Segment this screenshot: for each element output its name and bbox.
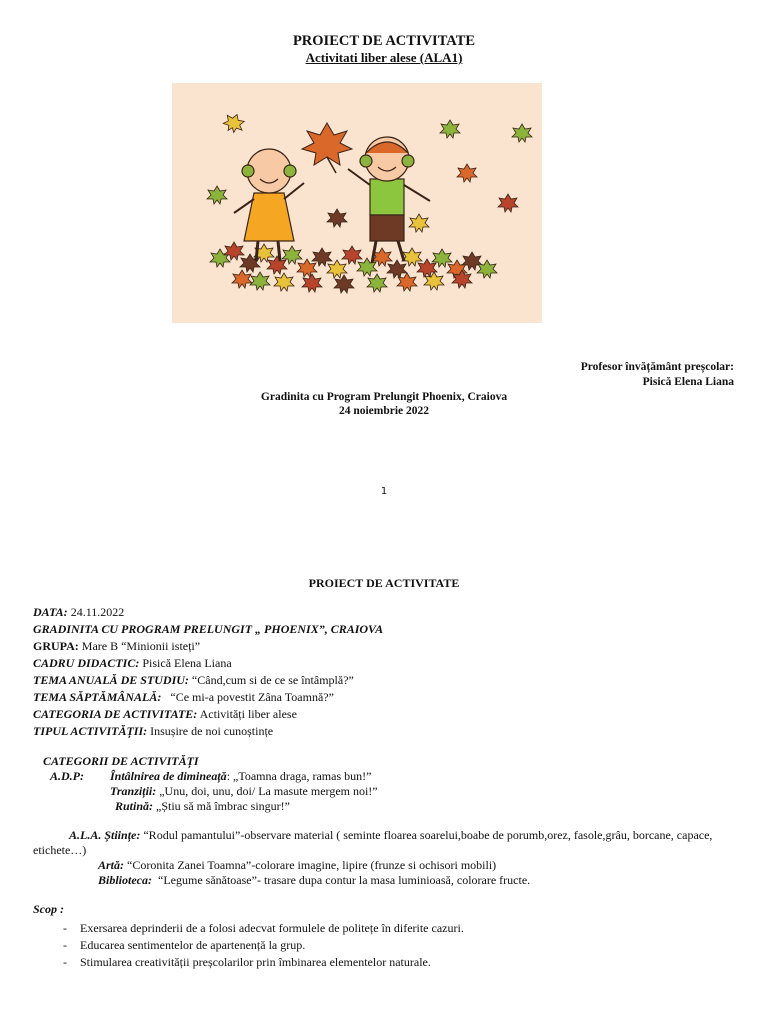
info-category-row: CATEGORIA DE ACTIVITATE: Activități liber alese — [33, 707, 297, 721]
list-item: - Educarea sentimentelor de apartenență la grup. — [63, 938, 306, 952]
school-block — [0, 390, 768, 418]
activity-info — [33, 604, 753, 740]
page1-title: PROIECT DE ACTIVITATE — [292, 33, 476, 49]
art-row: Artă: “Coronita Zanei Toamna”-colorare imagine, lipire (frunze si ochisori mobili) — [98, 858, 497, 872]
transitions-row: Tranziții: „Unu, doi, unu, doi/ La masute mergem noi!” — [110, 784, 378, 798]
categories-heading: CATEGORII DE ACTIVITĂȚI — [43, 754, 199, 768]
professor-name: Pisică Elena Liana — [642, 376, 734, 388]
adp-row: A.D.P: Întâlnirea de dimineață: „Toamna draga, ramas bun!” — [50, 769, 372, 783]
activity-categories — [33, 754, 768, 814]
info-date-row: DATA: 24.11.2022 — [33, 605, 125, 619]
scope-label: Scop : — [33, 902, 64, 916]
professor-block — [581, 360, 734, 390]
routine-row: Rutină: „Știu să mă îmbrac singur!” — [115, 799, 290, 813]
info-teacher-row: CADRU DIDACTIC: Pisică Elena Liana — [33, 656, 232, 670]
info-kindergarten-row: GRADINITA CU PROGRAM PRELUNGIT „ PHOENIX”, CRAIOVA — [33, 622, 384, 636]
ala-section — [33, 828, 768, 888]
info-annual-theme-row: TEMA ANUALĂ DE STUDIU: “Când,cum si de ce se întâmplă?” — [33, 673, 354, 687]
page2-title: PROIECT DE ACTIVITATE — [308, 576, 460, 590]
document-date: 24 noiembrie 2022 — [338, 405, 430, 417]
scope-section — [33, 902, 753, 972]
autumn-children-illustration — [172, 83, 542, 323]
info-weekly-theme-row: TEMA SĂPTĂMÂNALĂ: “Ce mi-a povestit Zâna Toamnă?” — [33, 690, 334, 704]
info-type-row: TIPUL ACTIVITĂȚII: Insușire de noi cunoștințe — [33, 724, 274, 738]
science-row: A.L.A. Științe: “Rodul pamantului”-observare material ( seminte floarea soarelui,boabe de porumb,orez, fasole,grâu, borcane, capace, etichete…) — [33, 828, 713, 857]
page-number: 1 — [380, 486, 388, 497]
scope-list — [33, 921, 753, 970]
professor-label: Profesor învățământ preșcolar: — [580, 361, 734, 373]
page1-subtitle: Activitati liber alese (ALA1) — [305, 50, 463, 65]
school-name: Gradinita cu Program Prelungit Phoenix, Craiova — [260, 391, 508, 403]
list-item: - Exersarea deprinderii de a folosi adecvat formulele de politețe în diferite cazuri. — [63, 921, 464, 935]
info-group-row: GRUPA: Mare B “Minionii isteți” — [33, 639, 201, 653]
list-item: - Stimularea creativității preșcolarilor prin îmbinarea elementelor naturale. — [63, 955, 431, 969]
library-row: Biblioteca: “Legume sănătoase”- trasare dupa contur la masa luminioasă, colorare fructe. — [98, 873, 531, 887]
